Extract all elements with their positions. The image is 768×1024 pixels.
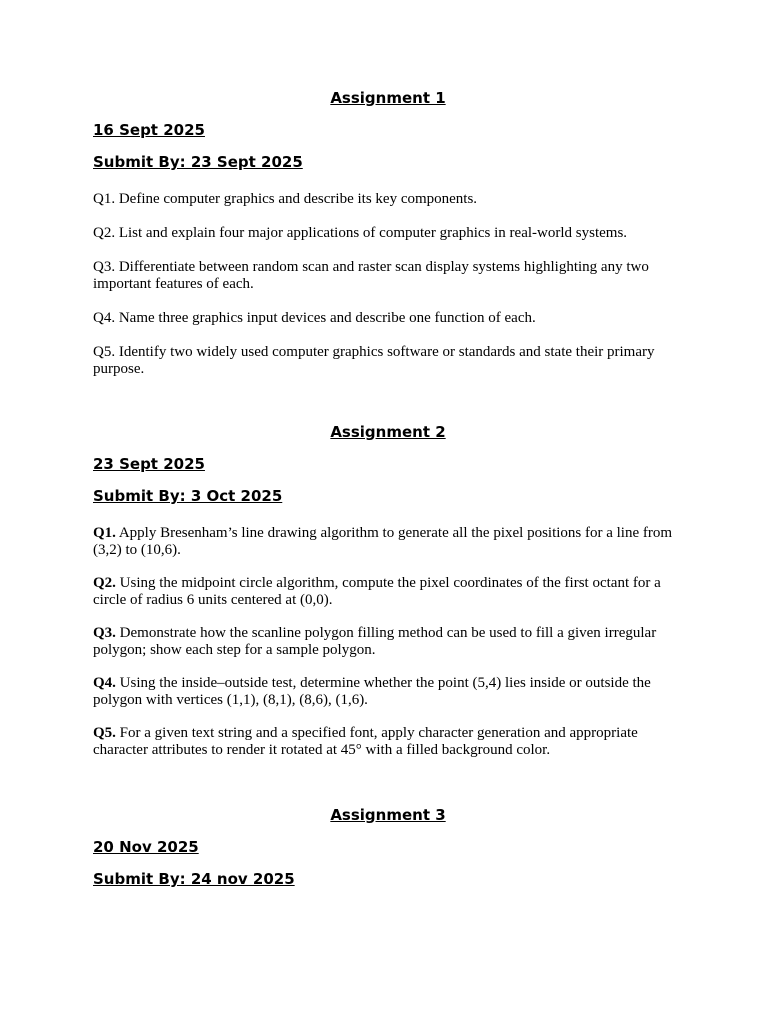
question-text: Q1. Define computer graphics and describe its key components. [93,191,478,207]
question-item [93,675,683,709]
question-number: Q3. [93,625,116,641]
assignment-title: Assignment 1 [330,89,446,107]
question-item [93,225,683,242]
question-text: Q5. Identify two widely used computer graphics software or standards and state their primary purpose. [93,344,655,377]
question-number: Q5. [93,725,116,741]
question-list [93,191,683,378]
assignment-title: Assignment 3 [330,806,446,824]
assignment-title: Assignment 2 [330,423,446,441]
question-text: Q2. List and explain four major applications of computer graphics in real-world systems. [93,225,628,241]
question-number: Q4. [93,675,116,691]
assignment-1 [93,89,683,395]
question-text: Using the inside–outside test, determine whether the point (5,4) lies inside or outside the polygon with vertices (1,1), (8,1), (8,6), (1,6). [93,675,651,708]
question-text: For a given text string and a specified font, apply character generation and appropriate character attributes to render it rotated at 45° with a filled background color. [93,725,638,758]
question-item [93,191,683,208]
question-text: Q3. Differentiate between random scan and raster scan display systems highlighting any two important features of each. [93,259,649,292]
question-item [93,344,683,378]
submit-by-date: Submit By: 23 Sept 2025 [93,153,303,171]
question-text: Q4. Name three graphics input devices and describe one function of each. [93,310,536,326]
assignment-date: 23 Sept 2025 [93,455,205,473]
assignment-date: 16 Sept 2025 [93,121,205,139]
assignment-2 [93,423,683,775]
assignment-3 [93,806,683,888]
question-item [93,575,683,609]
question-item [93,310,683,327]
question-number: Q1. [93,525,116,541]
question-item [93,525,683,559]
submit-by-date: Submit By: 24 nov 2025 [93,870,295,888]
question-item [93,259,683,293]
question-number: Q2. [93,575,116,591]
assignment-date: 20 Nov 2025 [93,838,199,856]
question-item [93,625,683,659]
question-text: Using the midpoint circle algorithm, compute the pixel coordinates of the first octant for a circle of radius 6 units centered at (0,0). [93,575,661,608]
question-text: Apply Bresenham’s line drawing algorithm to generate all the pixel positions for a line from (3,2) to (10,6). [93,525,673,558]
submit-by-date: Submit By: 3 Oct 2025 [93,487,283,505]
question-list [93,525,683,759]
question-item [93,725,683,759]
question-text: Demonstrate how the scanline polygon filling method can be used to fill a given irregular polygon; show each step for a sample polygon. [93,625,657,658]
